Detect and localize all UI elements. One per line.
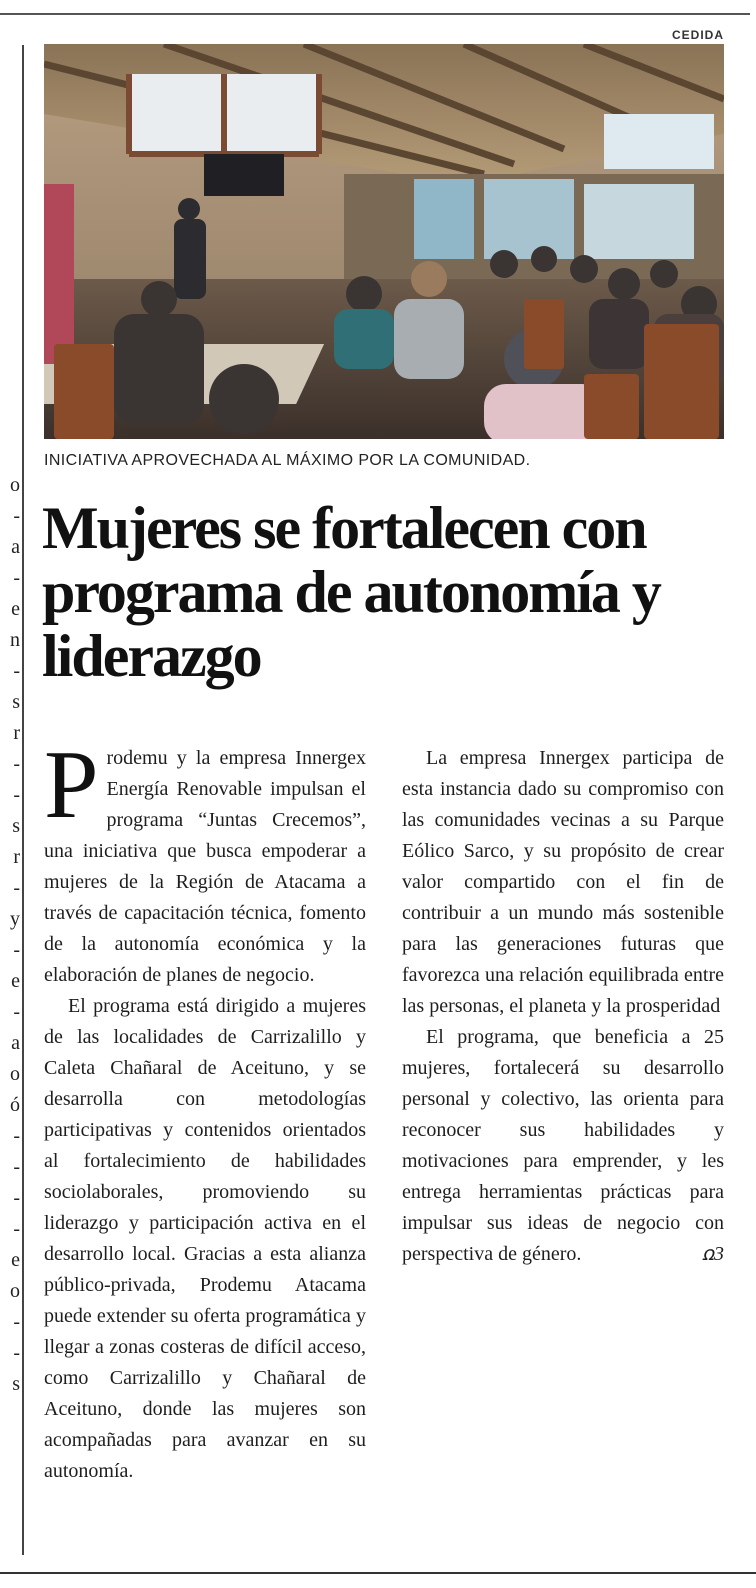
fragment-char: s bbox=[12, 815, 20, 837]
fragment-char: - bbox=[13, 784, 20, 806]
article-photo bbox=[44, 44, 724, 439]
column-divider bbox=[22, 45, 24, 1555]
fragment-char: r bbox=[13, 722, 20, 744]
fragment-char: - bbox=[13, 1156, 20, 1178]
fragment-char: a bbox=[11, 1032, 20, 1054]
paragraph-1-text: rodemu y la empresa Innergex Energía Renovable impulsan el programa “Juntas Crecemos”, una iniciativa que busca empoderar a mujeres de la Región de Atacama a través de capacitación técnica, fomento de la autonomía económica y la elaboración de planes de negocio. bbox=[44, 747, 366, 986]
fragment-char: e bbox=[11, 1249, 20, 1271]
fragment-char: e bbox=[11, 598, 20, 620]
drop-cap: P bbox=[44, 731, 99, 839]
fragment-char: ó bbox=[10, 1094, 20, 1116]
fragment-char: - bbox=[13, 1187, 20, 1209]
paragraph-4 bbox=[402, 1022, 724, 1270]
fragment-char: - bbox=[13, 939, 20, 961]
fragment-char: - bbox=[13, 1125, 20, 1147]
article-column-left bbox=[44, 731, 366, 1487]
fragment-char: - bbox=[13, 1342, 20, 1364]
fragment-char: - bbox=[13, 1311, 20, 1333]
fragment-char: a bbox=[11, 536, 20, 558]
top-rule bbox=[0, 13, 750, 15]
paragraph-2: El programa está dirigido a mujeres de las localidades de Carrizalillo y Caleta Chañaral de Aceituno, y se desarrolla con metodologías participativas y contenidos orientados al fortalecimiento de habilidades sociolaborales, promoviendo su liderazgo y participación activa en el desarrollo local. Gracias a esta alianza público-privada, Prodemu Atacama puede extender su oferta programática y llegar a zonas costeras de difícil acceso, como Carrizalillo y Chañaral de Aceituno, donde las mujeres son acompañadas para avanzar en su autonomía. bbox=[44, 995, 366, 1482]
fragment-char: s bbox=[12, 691, 20, 713]
fragment-char: o bbox=[10, 474, 20, 496]
fragment-char: e bbox=[11, 970, 20, 992]
paragraph-1 bbox=[44, 731, 366, 991]
fragment-char: - bbox=[13, 1218, 20, 1240]
fragment-char: n bbox=[10, 629, 20, 651]
fragment-char: s bbox=[12, 1373, 20, 1395]
fragment-char: y bbox=[10, 908, 20, 930]
paragraph-3: La empresa Innergex participa de esta instancia dado su compromiso con las comunidades vecinas a su Parque Eólico Sarco, y su propósito de crear valor compartido con el fin de contribuir a un mundo más sostenible para las generaciones futuras que favorezca una relación equilibrada entre las personas, el planeta y la prosperidad bbox=[402, 747, 724, 1017]
photo-caption: INICIATIVA APROVECHADA AL MÁXIMO POR LA COMUNIDAD. bbox=[44, 452, 531, 469]
photo-credit: CEDIDA bbox=[671, 28, 724, 42]
paragraph-4-text: El programa, que beneficia a 25 mujeres, fortalecerá su desarrollo personal y colectivo, las orienta para reconocer sus habilidades y motivaciones para emprender, y les entrega herramientas prácticas para impulsar sus ideas de negocio con perspectiva de género. bbox=[402, 1026, 724, 1265]
fragment-char: - bbox=[13, 567, 20, 589]
article-column-right bbox=[402, 743, 724, 1270]
end-mark: ꭥ3 bbox=[701, 1243, 724, 1265]
fragment-char: r bbox=[13, 846, 20, 868]
workshop-photo-illustration bbox=[44, 44, 724, 439]
fragment-char: - bbox=[13, 505, 20, 527]
adjacent-column-fragments bbox=[0, 470, 20, 1400]
fragment-char: - bbox=[13, 753, 20, 775]
bottom-rule bbox=[0, 1572, 756, 1574]
fragment-char: o bbox=[10, 1280, 20, 1302]
fragment-char: - bbox=[13, 660, 20, 682]
fragment-char: o bbox=[10, 1063, 20, 1085]
article-headline: Mujeres se fortalecen con programa de autonomía y liderazgo bbox=[42, 495, 660, 689]
fragment-char: - bbox=[13, 1001, 20, 1023]
fragment-char: - bbox=[13, 877, 20, 899]
